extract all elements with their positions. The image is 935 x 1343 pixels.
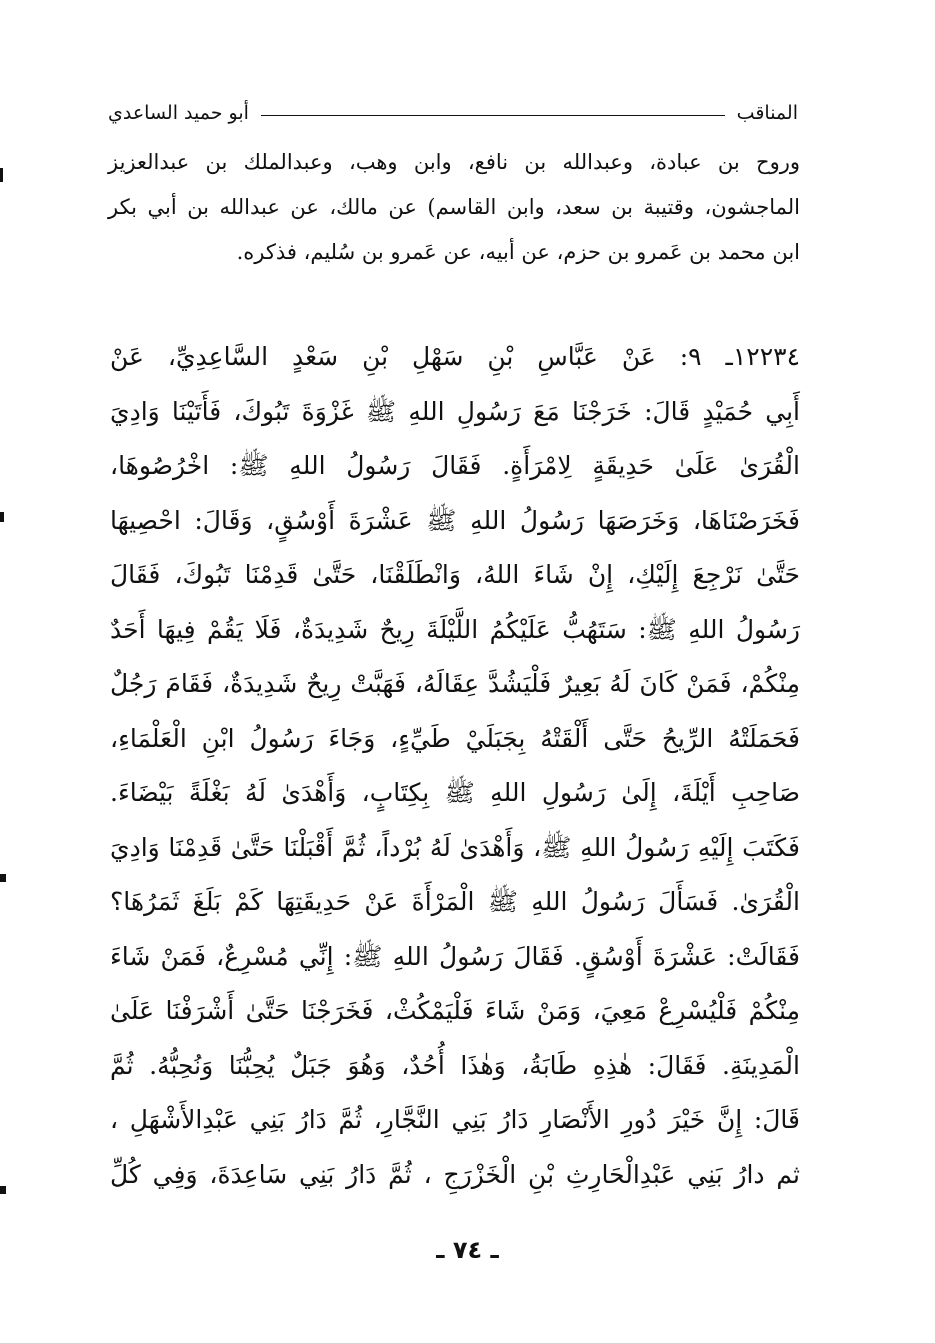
hadith-line: فَقَالَتْ: عَشْرَةَ أَوْسُقٍ. فَقَالَ رَسُولُ اللهِ ﷺ: إِنِّي مُسْرِعٌ، فَمَنْ شَاءَ — [110, 941, 800, 971]
isnad-continuation-paragraph — [108, 140, 800, 275]
hadith-text — [110, 330, 800, 1202]
paragraph-line: ابن محمد بن عَمرو بن حزم، عن أبيه، عن عَمرو بن سُليم، فذكره. — [236, 240, 800, 264]
page-number: ـ ٧٤ ـ — [436, 1236, 499, 1264]
scan-edge-mark — [0, 168, 3, 182]
hadith-line: قَالَ: إِنَّ خَيْرَ دُورِ الأَنْصَارِ دَارُ بَنِي النَّجَّارِ، ثُمَّ دَارُ بَنِي عَبْدِالأَشْهَلِ ، — [110, 1105, 800, 1134]
hadith-line: رَسُولُ اللهِ ﷺ: سَتَهُبُّ عَلَيْكُمُ اللَّيْلَةَ رِيحٌ شَدِيدَةٌ، فَلَا يَقُمْ فِيهَا أَحَدٌ — [110, 614, 800, 644]
hadith-line: أَبِي حُمَيْدٍ قَالَ: خَرَجْنَا مَعَ رَسُولِ اللهِ ﷺ غَزْوَةَ تَبُوكَ، فَأَتَيْنَا وَادِيَ — [110, 396, 800, 426]
hadith-line: الْقُرَىٰ. فَسَأَلَ رَسُولُ اللهِ ﷺ الْمَرْأَةَ عَنْ حَدِيقَتِهَا كَمْ بَلَغَ ثَمَرُهَا؟ — [110, 887, 800, 916]
scan-edge-mark — [0, 1186, 6, 1194]
paragraph-line: وروح بن عبادة، وعبدالله بن نافع، وابن وهب، وعبدالملك بن عبدالعزيز — [108, 150, 800, 174]
hadith-line: فَكَتَبَ إِلَيْهِ رَسُولُ اللهِ ﷺ، وَأَهْدَىٰ لَهُ بُرْداً، ثُمَّ أَقْبَلْنَا حَتَّىٰ قَدِمْنَا وَادِيَ — [110, 832, 800, 862]
hadith-line: فَخَرَصْنَاهَا، وَخَرَصَهَا رَسُولُ اللهِ ﷺ عَشْرَةَ أَوْسُقٍ، وَقَالَ: احْصِيهَا — [110, 505, 800, 535]
hadith-line: ١٢٢٣٤ـ ٩: عَنْ عَبَّاسِ بْنِ سَهْلِ بْنِ سَعْدٍ السَّاعِدِيِّ، عَنْ — [110, 342, 800, 371]
paragraph-line: الماجشون، وقتيبة بن سعد، وابن القاسم) عن مالك، عن عبدالله بن أبي بكر — [108, 195, 800, 219]
hadith-line: الْمَدِينَةِ. فَقَالَ: هٰذِهِ طَابَةُ، وَهٰذَا أُحُدٌ، وَهُوَ جَبَلٌ يُحِبُّنَا وَنُحِبُّهُ. ثُمَّ — [110, 1050, 800, 1080]
hadith-line: مِنْكُمْ، فَمَنْ كَانَ لَهُ بَعِيرٌ فَلْيَشُدَّ عِقَالَهُ، فَهَبَّتْ رِيحٌ شَدِيدَةٌ، فَقَامَ رَجُلٌ — [110, 669, 800, 698]
hadith-line: الْقُرَىٰ عَلَىٰ حَدِيقَةٍ لِامْرَأَةٍ. فَقَالَ رَسُولُ اللهِ ﷺ: اخْرُصُوهَا، — [110, 451, 800, 480]
hadith-line: فَحَمَلَتْهُ الرِّيحُ حَتَّى أَلْقَتْهُ بِجَبَلَيْ طَيِّءٍ، وَجَاءَ رَسُولُ ابْنِ الْعَلْمَاءِ، — [110, 723, 800, 753]
running-header — [108, 96, 798, 130]
hadith-line: مِنْكُمْ فَلْيُسْرِعْ مَعِيَ، وَمَنْ شَاءَ فَلْيَمْكُثْ، فَخَرَجْنَا حَتَّىٰ أَشْرَفْنَا عَلَىٰ — [110, 996, 800, 1025]
hadith-line: حَتَّىٰ نَرْجِعَ إِلَيْكِ، إِنْ شَاءَ اللهُ، وَانْطَلَقْنَا، حَتَّىٰ قَدِمْنَا تَبُوكَ، فَقَالَ — [110, 560, 800, 589]
header-rule — [261, 115, 725, 116]
header-chapter-title: المناقب — [736, 102, 798, 124]
hadith-line: ثم دارُ بَنِي عَبْدِالْحَارِثِ بْنِ الْخَزْرَجِ ، ثُمَّ دَارُ بَنِي سَاعِدَةَ، وَفِي كُلِّ — [110, 1159, 800, 1189]
header-section-title: أبو حميد الساعدي — [108, 102, 249, 124]
hadith-line: صَاحِبِ أَيْلَةَ، إِلَىٰ رَسُولِ اللهِ ﷺ بِكِتَابٍ، وَأَهْدَىٰ لَهُ بَغْلَةً بَيْضَاءَ. — [110, 778, 800, 807]
scan-edge-mark — [0, 874, 6, 882]
scan-edge-mark — [0, 512, 4, 522]
